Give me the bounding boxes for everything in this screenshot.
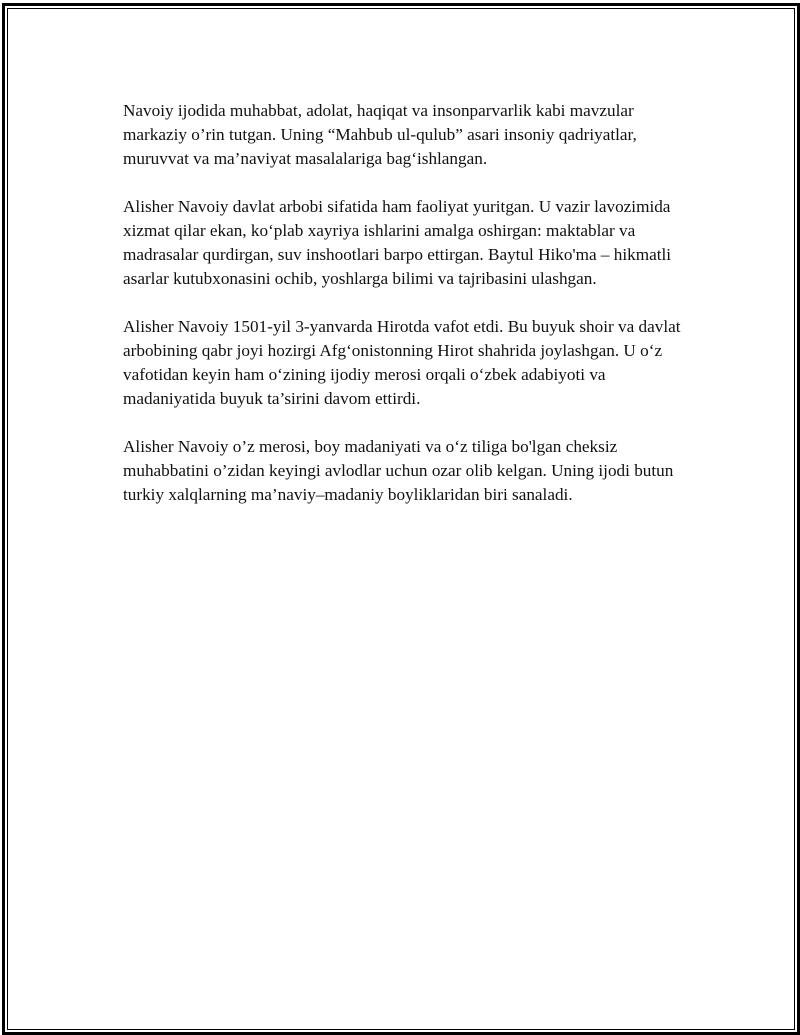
- paragraph-4: Alisher Navoiy o’z merosi, boy madaniyati va o‘z tiliga bo'lgan cheksiz muhabbatini o’zidan keyingi avlodlar uchun ozar olib kelgan. Uning ijodi butun turkiy xalqlarning ma’naviy–madaniy boyliklaridan biri sanaladi.: [123, 437, 674, 504]
- paragraph-2: Alisher Navoiy davlat arbobi sifatida ham faoliyat yuritgan. U vazir lavozimida xizmat qilar ekan, ko‘plab xayriya ishlarini amalga oshirgan: maktablar va madrasalar qurdirgan, suv inshootlari barpo ettirgan. Baytul Hiko'ma – hikmatli asarlar kutubxonasini ochib, yoshlarga bilimi va tajribasini ulashgan.: [123, 197, 672, 288]
- page-border: [2, 3, 800, 1035]
- paragraph-1: Navoiy ijodida muhabbat, adolat, haqiqat va insonparvarlik kabi mavzular markaziy o’rin tutgan. Uning “Mahbub ul-qulub” asari insoniy qadriyatlar, muruvvat va ma’naviyat masalalariga bag‘ishlangan.: [123, 101, 637, 168]
- document-body: [123, 99, 689, 531]
- paragraph-3: Alisher Navoiy 1501-yil 3-yanvarda Hirotda vafot etdi. Bu buyuk shoir va davlat arbobining qabr joyi hozirgi Afg‘onistonning Hirot shahrida joylashgan. U o‘z vafotidan keyin ham o‘zining ijodiy merosi orqali o‘zbek adabiyoti va madaniyatida buyuk ta’sirini davom ettirdi.: [123, 317, 681, 408]
